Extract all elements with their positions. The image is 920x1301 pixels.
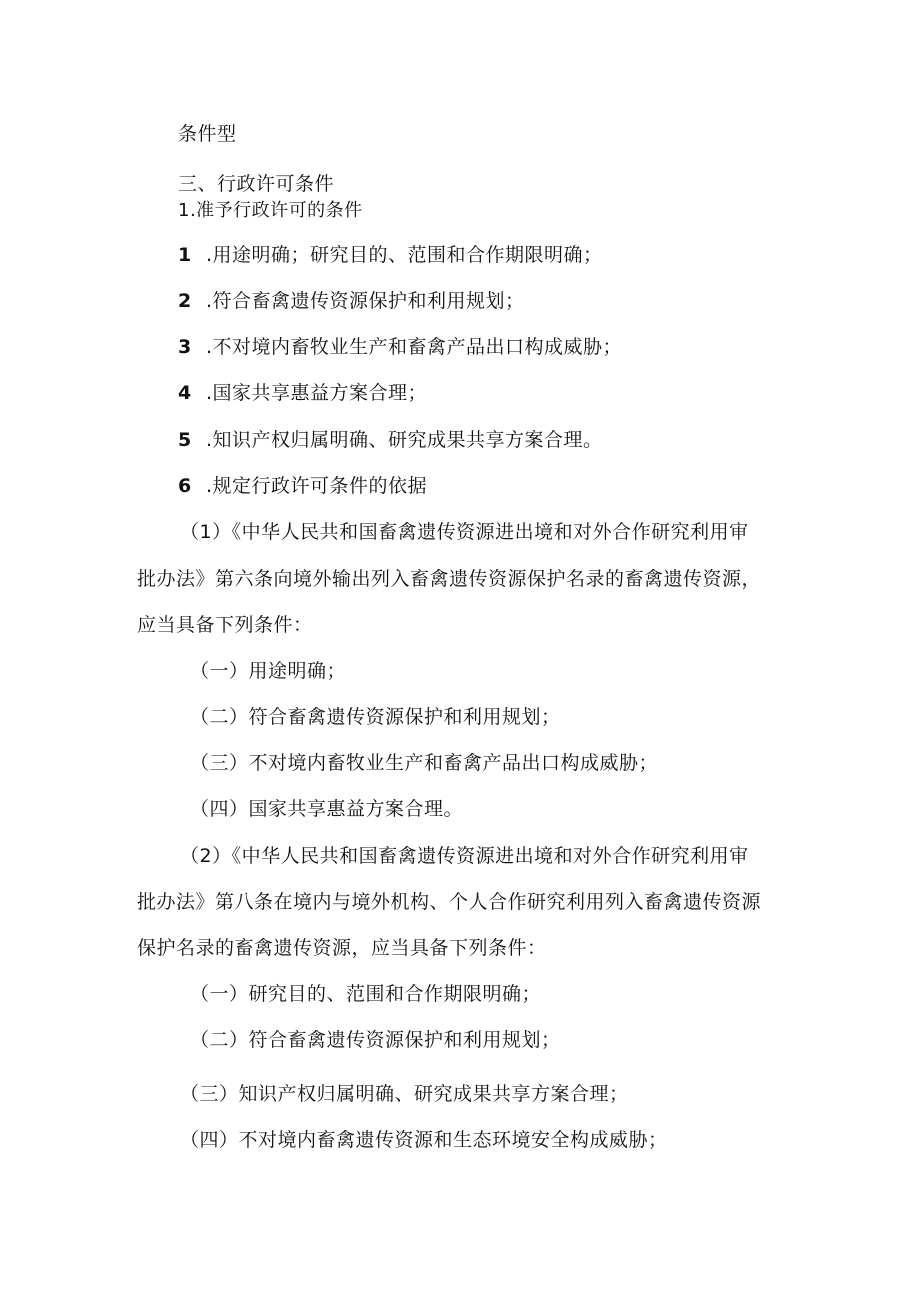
condition-text: .不对境内畜牧业生产和畜禽产品出口构成威胁； [206, 336, 623, 358]
condition-text: .用途明确；研究目的、范围和合作期限明确； [206, 244, 603, 266]
basis-2-line: （2）《中华人民共和国畜禽遗传资源进出境和对外合作研究利用审 [180, 845, 749, 867]
basis-1-line: 批办法》第六条向境外输出列入畜禽遗传资源保护名录的畜禽遗传资源， [137, 568, 762, 590]
condition-item [178, 243, 603, 267]
basis-2-item: （一）研究目的、范围和合作期限明确； [190, 983, 542, 1005]
basis-2-item: （四）不对境内畜禽遗传资源和生态环境安全构成威胁； [180, 1129, 668, 1151]
basis-1-item: （二）符合畜禽遗传资源保护和利用规划； [190, 706, 561, 728]
basis-2-line: 批办法》第八条在境内与境外机构、个人合作研究利用列入畜禽遗传资源 [137, 891, 762, 913]
basis-1-item: （三）不对境内畜牧业生产和畜禽产品出口构成威胁； [190, 752, 659, 774]
section-title: 三、行政许可条件 [178, 173, 335, 195]
condition-number: 3 [178, 336, 192, 358]
basis-2-item: （二）符合畜禽遗传资源保护和利用规划； [190, 1029, 561, 1051]
heading-type: 条件型 [178, 123, 237, 145]
condition-item [178, 428, 603, 452]
condition-text: .规定行政许可条件的依据 [206, 475, 428, 497]
basis-2-line: 保护名录的畜禽遗传资源，应当具备下列条件： [137, 937, 547, 959]
basis-1-item: （一）用途明确； [190, 660, 347, 682]
condition-number: 4 [178, 382, 192, 404]
condition-number: 5 [178, 429, 192, 451]
condition-item [178, 335, 622, 359]
condition-item [178, 289, 525, 313]
basis-1-line: 应当具备下列条件： [137, 614, 313, 636]
basis-1-line: （1）《中华人民共和国畜禽遗传资源进出境和对外合作研究利用审 [180, 521, 749, 543]
condition-text: .知识产权归属明确、研究成果共享方案合理。 [206, 429, 603, 451]
condition-item [178, 381, 427, 405]
condition-text: .国家共享惠益方案合理； [206, 382, 428, 404]
condition-number: 6 [178, 475, 192, 497]
condition-item [178, 474, 427, 498]
basis-1-item: （四）国家共享惠益方案合理。 [190, 798, 464, 820]
condition-number: 1 [178, 244, 192, 266]
condition-text: .符合畜禽遗传资源保护和利用规划； [206, 290, 525, 312]
subsection-title: 1.准予行政许可的条件 [178, 200, 363, 221]
basis-2-item: （三）知识产权归属明确、研究成果共享方案合理； [180, 1083, 629, 1105]
condition-number: 2 [178, 290, 192, 312]
